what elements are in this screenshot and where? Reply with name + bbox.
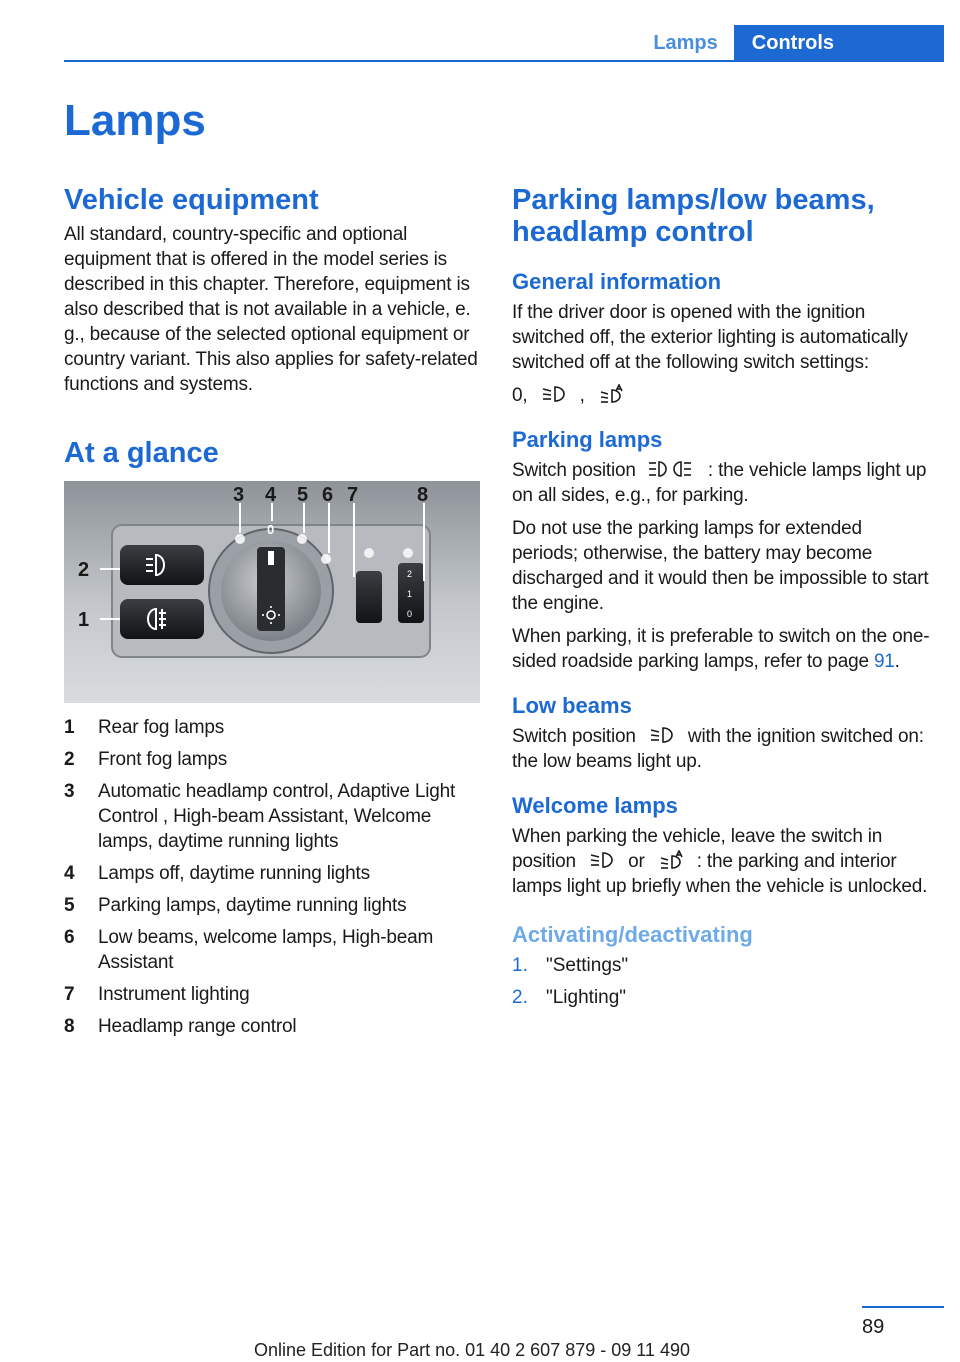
legend-text: Front fog lamps [98, 749, 227, 770]
legend-text: Headlamp range control [98, 1016, 297, 1037]
legend-text: Rear fog lamps [98, 717, 225, 738]
legend-text: Instrument lighting [98, 984, 250, 1005]
step-number: 1. [512, 955, 528, 976]
legend-item [64, 893, 482, 918]
roadside-text-after: . [894, 651, 900, 672]
section-tab[interactable]: Lamps [653, 32, 718, 54]
legend-number: 1 [64, 717, 75, 738]
welcome-text-before: When parking the vehicle, leave the switch in position [512, 826, 883, 872]
legend-text: Automatic headlamp control, Adaptive Light Control , High-beam Assistant, Welcome lamps, daytime running lights [98, 781, 456, 852]
low-beams-text-before: Switch position [512, 726, 636, 747]
parking-text-before: Switch position [512, 460, 636, 481]
parking-position-marker [297, 534, 307, 544]
step-text: "Settings" [546, 955, 629, 976]
automatic-headlamp-icon [596, 384, 626, 404]
range-label-zero: 0 [407, 609, 413, 619]
setting-separator: , [579, 385, 585, 406]
parking-lowbeam-heading: Parking lamps/low beams, headlamp control [512, 184, 875, 248]
switch-settings-line [512, 383, 930, 408]
legend-number: 6 [64, 927, 75, 948]
knob-pointer [268, 551, 274, 565]
legend-number: 7 [64, 984, 75, 1005]
step-number: 2. [512, 987, 528, 1008]
callout-3: 3 [233, 484, 245, 506]
legend-item [64, 982, 482, 1007]
footer-rule [862, 1306, 944, 1308]
low-beam-icon [539, 384, 569, 404]
callout-5: 5 [297, 484, 309, 506]
low-beams-text [512, 724, 930, 774]
general-information-text: If the driver door is opened with the ignition switched off, the exterior lighting is automatically switched off at the following switch settings: [512, 302, 908, 373]
general-information-heading: General information [512, 269, 722, 294]
legend-text: Lamps off, daytime running lights [98, 863, 370, 884]
welcome-lamps-text [512, 824, 930, 899]
vehicle-equipment-text: All standard, country-specific and optional equipment that is offered in the model series is described in this chapter. Therefore, equipment is also described that is not available in a vehicle, e. g., because of the selected optional equipment or country variant. This also applies for safety-related functions and systems. [64, 224, 478, 395]
automatic-headlamp-icon [656, 850, 686, 870]
low-beam-icon [587, 850, 617, 870]
legend-number: 5 [64, 895, 75, 916]
legend-item [64, 779, 482, 854]
legend-item [64, 715, 482, 740]
page-number: 89 [862, 1316, 885, 1338]
instrument-lighting-wheel [356, 571, 382, 623]
range-label-two: 2 [407, 569, 413, 579]
parking-lamps-switch-text [512, 458, 930, 508]
setting-zero: 0, [512, 385, 528, 406]
welcome-lamps-heading: Welcome lamps [512, 793, 678, 818]
range-icon-marker [403, 548, 413, 558]
legend-number: 4 [64, 863, 75, 884]
step-item [512, 985, 930, 1010]
activating-heading: Activating/deactivating [512, 922, 753, 947]
figure-legend [64, 715, 482, 1039]
legend-number: 2 [64, 749, 75, 770]
callout-4: 4 [265, 484, 277, 506]
roadside-text-before: When parking, it is preferable to switch on the one-sided roadside parking lamps, refer to page [512, 626, 930, 672]
page-reference-link[interactable]: 91 [873, 651, 895, 672]
header-tabs [653, 25, 944, 61]
legend-text: Low beams, welcome lamps, High-beam Assistant [98, 927, 434, 973]
at-a-glance-heading: At a glance [64, 437, 219, 469]
section-gap [64, 405, 482, 427]
header-rule [64, 60, 944, 62]
instrument-icon-marker [364, 548, 374, 558]
callout-8: 8 [417, 484, 429, 506]
legend-item [64, 861, 482, 886]
range-label-one: 1 [407, 589, 413, 599]
low-beams-heading: Low beams [512, 693, 632, 718]
light-switch-figure [64, 481, 480, 703]
low-beams-text-after: with the ignition switched on: the low beams light up. [512, 726, 924, 772]
parking-lamps-warning-text: Do not use the parking lamps for extended periods; otherwise, the battery may become discharged and it would then be impossible to start the engine. [512, 518, 929, 614]
legend-number: 8 [64, 1016, 75, 1037]
chapter-tab[interactable]: Controls [734, 25, 944, 61]
welcome-text-or: or [628, 851, 645, 872]
legend-number: 3 [64, 781, 75, 802]
switch-label-zero: 0 [267, 522, 275, 537]
callout-6: 6 [322, 484, 334, 506]
auto-position-marker [235, 534, 245, 544]
lowbeam-position-marker [321, 554, 331, 564]
activation-steps [512, 953, 930, 1010]
right-column [512, 184, 930, 1017]
low-beam-icon [647, 725, 677, 745]
parking-lamps-icon [647, 459, 697, 479]
step-text: "Lighting" [546, 987, 627, 1008]
left-column [64, 184, 482, 1046]
step-item [512, 953, 930, 978]
legend-text: Parking lamps, daytime running lights [98, 895, 407, 916]
legend-item [64, 925, 482, 975]
front-fog-button [120, 545, 204, 585]
parking-lamps-heading: Parking lamps [512, 427, 663, 452]
page-title: Lamps [64, 96, 206, 145]
callout-1: 1 [78, 609, 90, 631]
legend-item [64, 747, 482, 772]
footer-edition-text: Online Edition for Part no. 01 40 2 607 879 - 09 11 490 [254, 1340, 690, 1360]
legend-item [64, 1014, 482, 1039]
vehicle-equipment-heading: Vehicle equipment [64, 184, 319, 216]
callout-7: 7 [347, 484, 359, 506]
callout-2: 2 [78, 559, 90, 581]
welcome-text-after: : the parking and interior lamps light up briefly when the vehicle is unlocked. [512, 851, 928, 897]
parking-text-after: : the vehicle lamps light up on all sides, e.g., for parking. [512, 460, 927, 506]
roadside-parking-text [512, 624, 930, 674]
